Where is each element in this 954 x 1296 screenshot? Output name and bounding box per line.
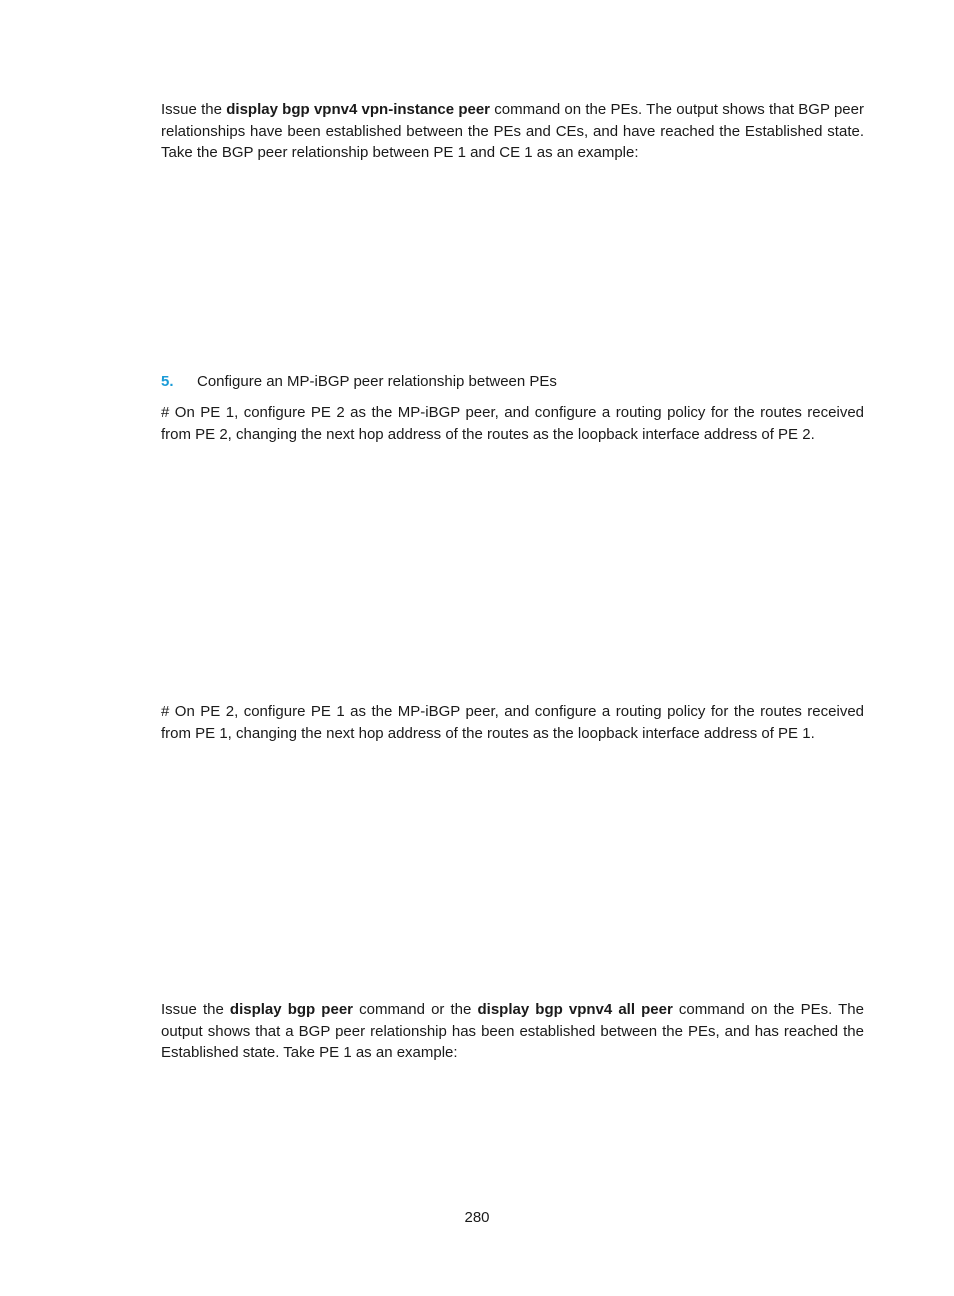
- step-number: 5.: [161, 373, 174, 390]
- command-display-bgp-vpnv4-vpn-instance-peer: display bgp vpnv4 vpn-instance peer: [226, 101, 491, 118]
- page-number: 280: [464, 1209, 490, 1226]
- pe1-config-paragraph: # On PE 1, configure PE 2 as the MP-iBGP peer, and configure a routing policy for the routes received from PE 2, changing the next hop address of the routes as the loopback interface address of PE 2.: [161, 404, 864, 443]
- command-output-area: [161, 170, 864, 360]
- step-title: Configure an MP-iBGP peer relationship between PEs: [197, 373, 557, 390]
- pe2-config-paragraph: # On PE 2, configure PE 1 as the MP-iBGP peer, and configure a routing policy for the routes received from PE 1, changing the next hop address of the routes as the loopback interface address of PE 1.: [161, 703, 864, 742]
- pe2-config-commands-area: [161, 752, 864, 992]
- verify-output-area: [161, 1072, 864, 1192]
- text-segment: command on the PEs. The output shows that a BGP peer relationship has been established between the PEs, and has reached the Established state. Take PE 1 as an example:: [161, 1001, 864, 1061]
- text-segment: Issue the: [161, 1001, 230, 1018]
- command-display-bgp-vpnv4-all-peer: display bgp vpnv4 all peer: [477, 1001, 673, 1018]
- intro-paragraph-vpn-instance-peer: [161, 99, 864, 164]
- verify-peer-paragraph: [161, 999, 864, 1064]
- pe1-config-commands-area: [161, 452, 864, 692]
- command-display-bgp-peer: display bgp peer: [229, 1001, 353, 1018]
- text-segment: command or the: [353, 1001, 478, 1018]
- text-segment: command on the PEs. The output shows that BGP peer relationships have been established between the PEs and CEs, and have reached the Established state. Take the BGP peer relationship between PE 1 and CE 1 as an example:: [161, 101, 864, 161]
- text-segment: Issue the: [161, 101, 227, 118]
